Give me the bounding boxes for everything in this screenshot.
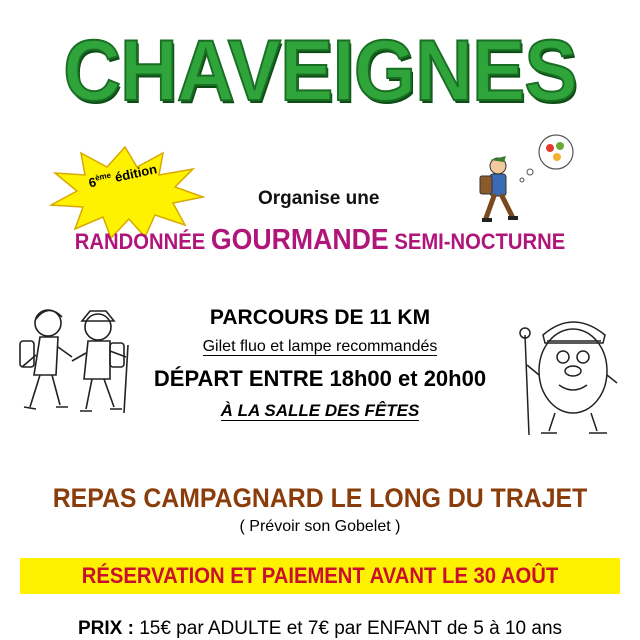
- price-text: PRIX : 15€ par ADULTE et 7€ par ENFANT de 5 à 10 ans: [77, 618, 563, 639]
- hiker-with-food-icon: [460, 130, 595, 230]
- equipment-note: Gilet fluo et lampe recommandés: [202, 338, 438, 355]
- meal-text: REPAS CAMPAGNARD LE LONG DU TRAJET: [52, 483, 588, 513]
- distance-text: PARCOURS DE 11 KM: [209, 306, 431, 329]
- reservation-text: RÉSERVATION ET PAIEMENT AVANT LE 30 AOÛT: [81, 563, 559, 588]
- cup-note: ( Prévoir son Gobelet ): [239, 518, 401, 535]
- departure-time: DÉPART ENTRE 18h00 et 20h00: [153, 366, 487, 391]
- venue-text: À LA SALLE DES FÊTES: [220, 401, 420, 420]
- page-title: CHAVEIGNES: [63, 23, 577, 119]
- edition-label: 6ème édition: [87, 161, 159, 191]
- potato-hiker-icon: [515, 305, 620, 440]
- organise-text: Organise une: [258, 188, 380, 209]
- event-name: RANDONNÉE GOURMANDE SEMI-NOCTURNE: [74, 224, 566, 256]
